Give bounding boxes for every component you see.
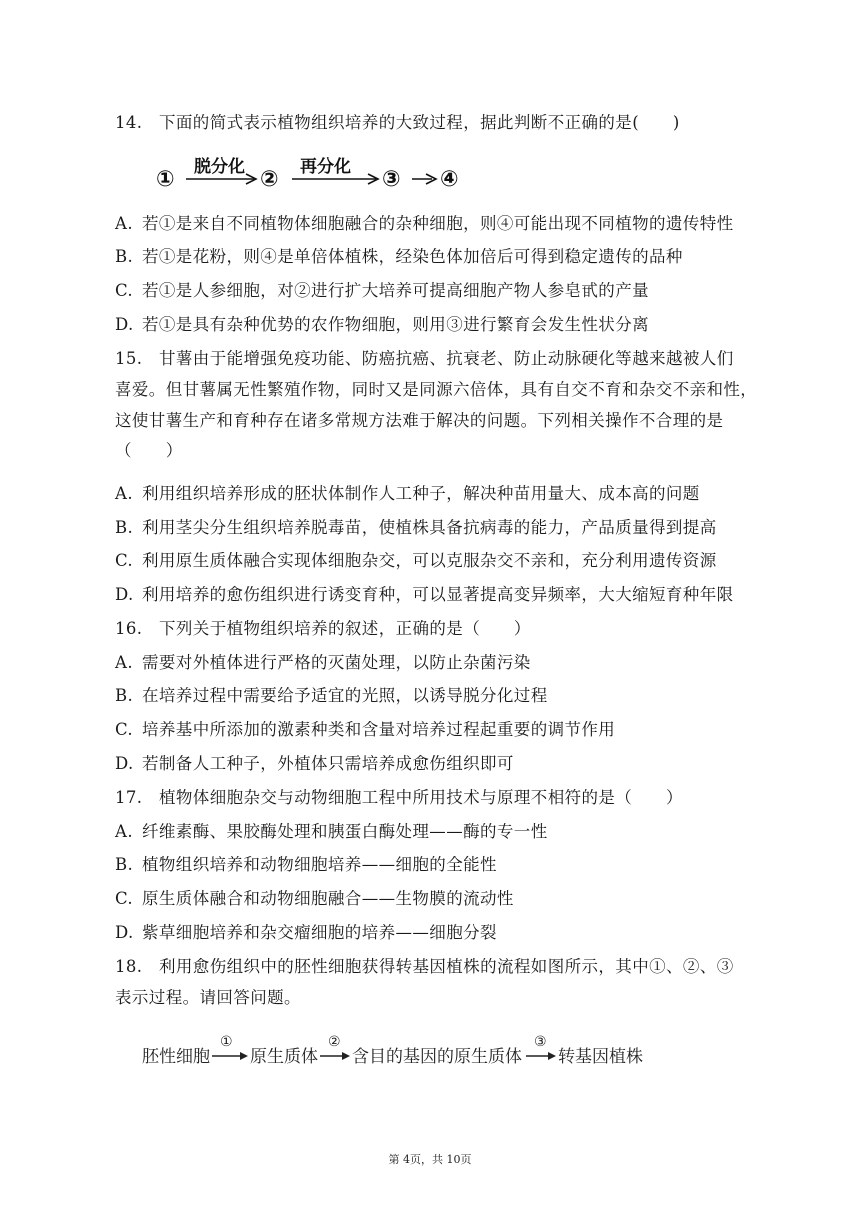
question-17-option-d: D. 紫草细胞培养和杂交瘤细胞的培养——细胞分裂 bbox=[115, 921, 497, 945]
question-17-option-c: C. 原生质体融合和动物细胞融合——生物膜的流动性 bbox=[115, 887, 514, 911]
diagram-arrow-label-2: 再分化 bbox=[300, 157, 351, 177]
option-label: A. bbox=[115, 484, 133, 503]
option-label: C. bbox=[115, 281, 134, 300]
diagram-node-2: ② bbox=[260, 167, 279, 192]
question-number: 15. bbox=[115, 349, 143, 368]
option-label: A. bbox=[115, 214, 133, 233]
question-14-process-diagram bbox=[150, 152, 470, 192]
flow-arrow-label-3: ③ bbox=[534, 1034, 547, 1050]
question-17-stem-line-1: 17. 植物体细胞杂交与动物细胞工程中所用技术与原理不相符的是（ ） bbox=[115, 786, 683, 810]
option-label: A. bbox=[115, 822, 133, 841]
question-16-stem-line-1: 16. 下列关于植物组织培养的叙述，正确的是（ ） bbox=[115, 617, 531, 641]
flow-node-1: 胚性细胞 bbox=[142, 1047, 210, 1067]
question-number: 17. bbox=[115, 788, 143, 807]
flow-node-3: 含目的基因的原生质体 bbox=[352, 1047, 522, 1067]
flow-arrow-label-2: ② bbox=[328, 1034, 341, 1050]
question-14-stem-line-1: 14. 下面的简式表示植物组织培养的大致过程，据此判断不正确的是( ) bbox=[115, 111, 680, 135]
question-16-option-b: B. 在培养过程中需要给予适宜的光照，以诱导脱分化过程 bbox=[115, 684, 548, 708]
question-15-stem-line-2: 喜爱。但甘薯属无性繁殖作物，同时又是同源六倍体，具有自交不育和杂交不亲和性， bbox=[115, 380, 758, 399]
option-label: D. bbox=[115, 585, 134, 604]
diagram-arrow-label-1: 脱分化 bbox=[194, 157, 245, 177]
diagram-node-3: ③ bbox=[382, 167, 401, 192]
diagram-node-4: ④ bbox=[440, 167, 459, 192]
page-footer: 第 4页，共 10页 bbox=[388, 1153, 472, 1166]
question-15-option-c: C. 利用原生质体融合实现体细胞杂交，可以克服杂交不亲和，充分利用遗传资源 bbox=[115, 549, 717, 573]
question-16-option-d: D. 若制备人工种子，外植体只需培养成愈伤组织即可 bbox=[115, 752, 514, 776]
option-label: D. bbox=[115, 315, 134, 334]
question-14-option-c: C. 若①是人参细胞，对②进行扩大培养可提高细胞产物人参皂甙的产量 bbox=[115, 279, 649, 303]
question-18-stem-line-2: 表示过程。请回答问题。 bbox=[115, 988, 301, 1007]
question-16-option-a: A. 需要对外植体进行严格的灭菌处理，以防止杂菌污染 bbox=[115, 651, 531, 675]
option-label: C. bbox=[115, 551, 134, 570]
question-15-stem-line-3: 这使甘薯生产和育种存在诸多常规方法难于解决的问题。下列相关操作不合理的是 bbox=[115, 411, 724, 430]
question-14-option-d: D. 若①是具有杂种优势的农作物细胞，则用③进行繁育会发生性状分离 bbox=[115, 313, 649, 337]
question-15-option-b: B. 利用茎尖分生组织培养脱毒苗，使植株具备抗病毒的能力，产品质量得到提高 bbox=[115, 516, 717, 540]
question-14-option-a: A. 若①是来自不同植物体细胞融合的杂种细胞，则④可能出现不同植物的遗传特性 bbox=[115, 212, 734, 236]
option-label: A. bbox=[115, 653, 133, 672]
option-label: B. bbox=[115, 855, 134, 874]
question-number: 14. bbox=[115, 113, 143, 132]
option-label: C. bbox=[115, 889, 134, 908]
option-label: D. bbox=[115, 923, 134, 942]
flow-node-4: 转基因植株 bbox=[558, 1047, 643, 1067]
question-number: 18. bbox=[115, 957, 143, 976]
question-15-stem-line-1: 15. 甘薯由于能增强免疫功能、防癌抗癌、抗衰老、防止动脉硬化等越来越被人们 bbox=[115, 347, 734, 371]
flow-arrow-label-1: ① bbox=[220, 1034, 233, 1050]
option-label: D. bbox=[115, 754, 134, 773]
option-label: B. bbox=[115, 686, 134, 705]
question-18-flow-diagram bbox=[138, 1030, 658, 1072]
question-15-option-a: A. 利用组织培养形成的胚状体制作人工种子，解决种苗用量大、成本高的问题 bbox=[115, 482, 700, 506]
option-label: B. bbox=[115, 518, 134, 537]
option-label: C. bbox=[115, 720, 134, 739]
question-17-option-b: B. 植物组织培养和动物细胞培养——细胞的全能性 bbox=[115, 853, 497, 877]
question-14-option-b: B. 若①是花粉，则④是单倍体植株，经染色体加倍后可得到稳定遗传的品种 bbox=[115, 245, 683, 269]
question-15-option-d: D. 利用培养的愈伤组织进行诱变育种，可以显著提高变异频率，大大缩短育种年限 bbox=[115, 583, 734, 607]
question-16-option-c: C. 培养基中所添加的激素种类和含量对培养过程起重要的调节作用 bbox=[115, 718, 615, 742]
option-label: B. bbox=[115, 247, 134, 266]
flow-node-2: 原生质体 bbox=[250, 1047, 318, 1067]
question-18-stem-line-1: 18. 利用愈伤组织中的胚性细胞获得转基因植株的流程如图所示，其中①、②、③ bbox=[115, 955, 734, 979]
diagram-node-1: ① bbox=[156, 167, 175, 192]
question-number: 16. bbox=[115, 619, 143, 638]
question-17-option-a: A. 纤维素酶、果胶酶处理和胰蛋白酶处理——酶的专一性 bbox=[115, 820, 548, 844]
question-15-stem-line-4: （ ） bbox=[115, 441, 183, 460]
